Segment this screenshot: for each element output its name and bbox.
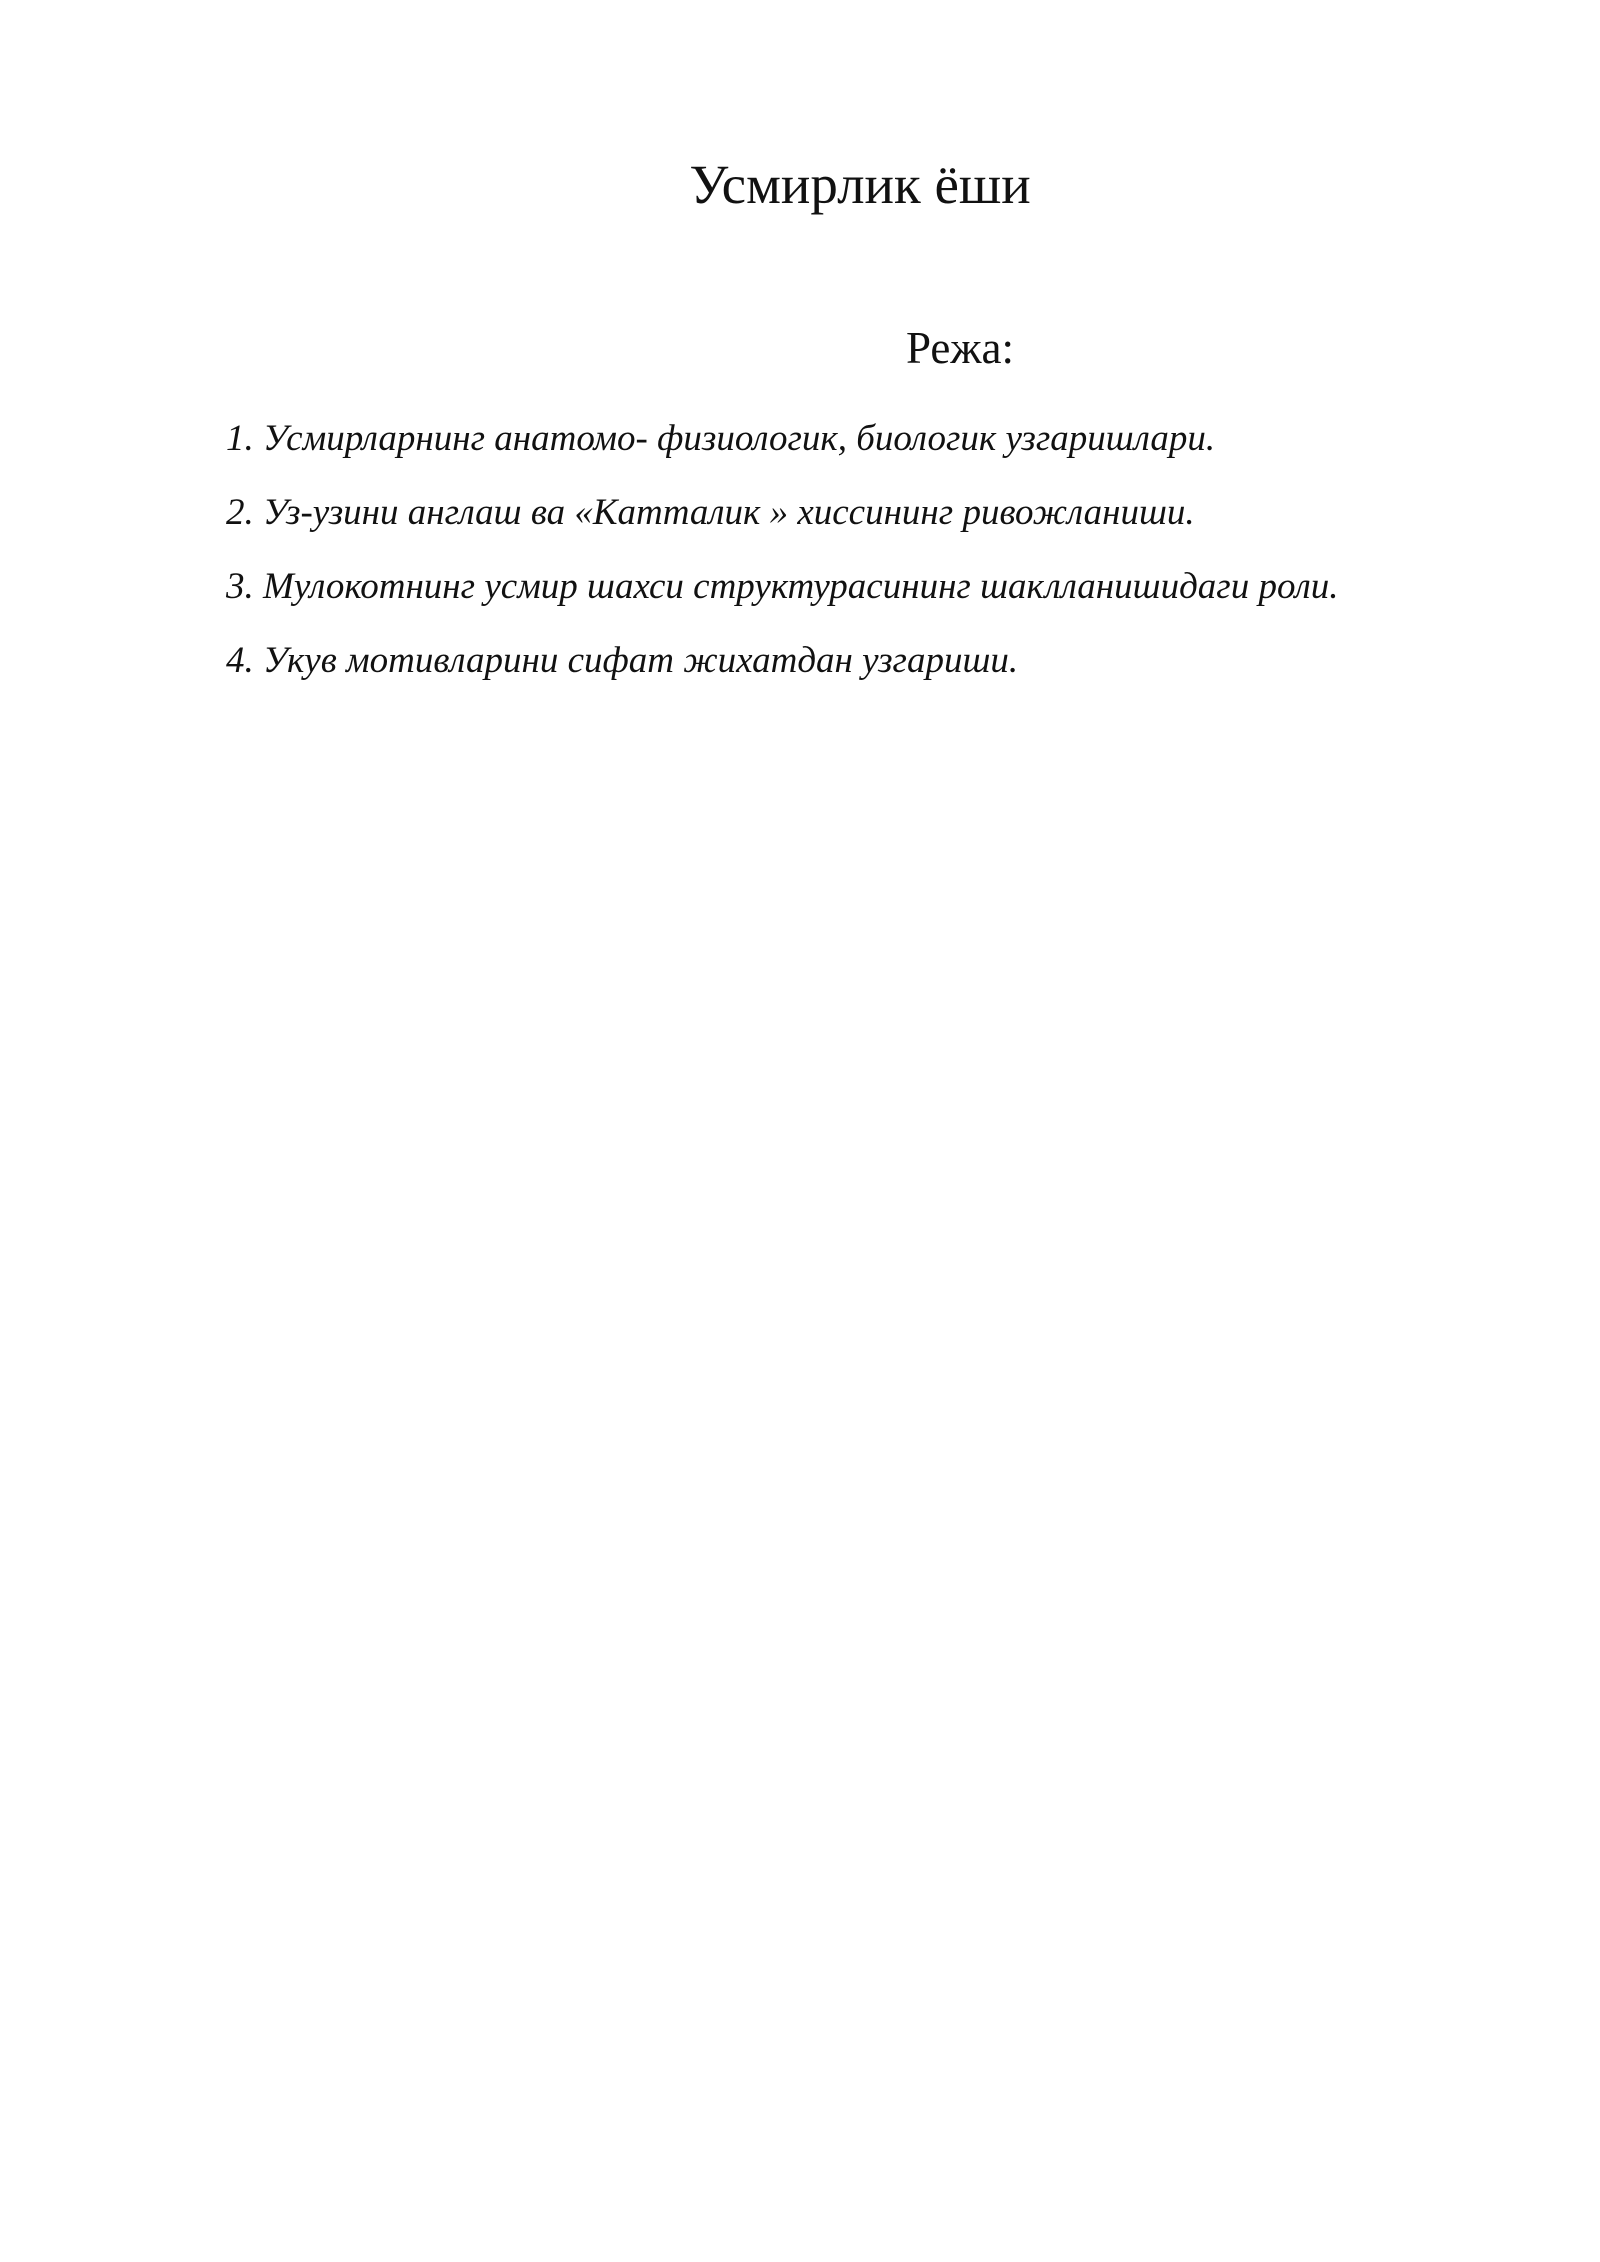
plan-heading: Режа: xyxy=(906,323,1014,373)
plan-list xyxy=(226,402,1490,698)
plan-item: 2. Уз-узини англаш ва «Катталик » хиссининг ривожланиши. xyxy=(226,492,1195,533)
plan-item: 3. Мулокотнинг усмир шахси структурасининг шаклланишидаги роли. xyxy=(226,566,1339,607)
plan-item: 4. Укув мотивларини сифат жихатдан узгариши. xyxy=(226,640,1019,681)
plan-item: 1. Усмирларнинг анатомо- физиологик, биологик узгаришлари. xyxy=(226,418,1216,459)
page-title: Усмирлик ёши xyxy=(689,154,1031,215)
